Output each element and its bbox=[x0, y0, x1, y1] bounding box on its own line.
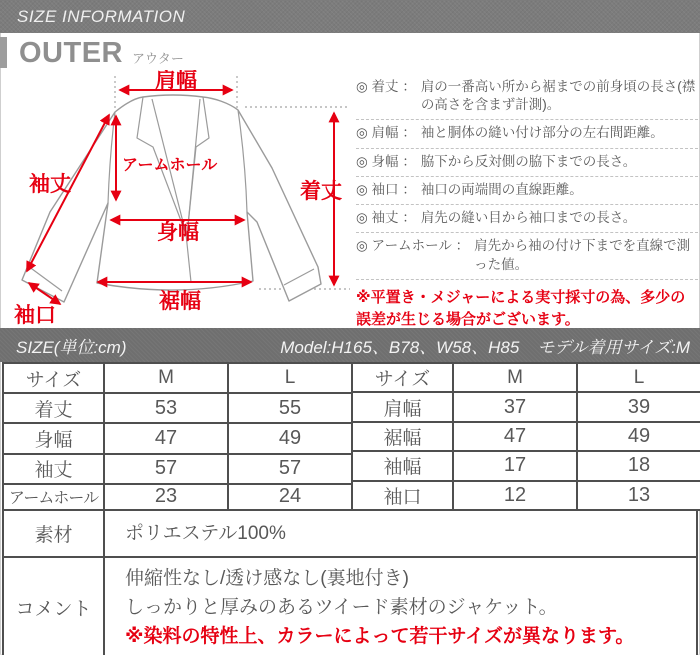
header-cell: L bbox=[577, 363, 700, 392]
definition-term: 着丈 bbox=[371, 79, 399, 94]
diagram-label-shoulder-width: 肩幅 bbox=[155, 70, 197, 92]
row-label: アームホール bbox=[3, 484, 104, 510]
comment-note: ※染料の特性上、カラーによって若干サイズが異なります。 bbox=[125, 626, 635, 647]
definition-item bbox=[356, 120, 698, 148]
row-label: 裾幅 bbox=[352, 422, 453, 451]
jacket-outline bbox=[22, 95, 321, 302]
table-row bbox=[3, 423, 352, 453]
definition-separator: ： bbox=[402, 153, 416, 169]
comment-line: しっかりと厚みのあるツイード素材のジャケット。 bbox=[125, 597, 558, 618]
value-cell: 23 bbox=[104, 484, 228, 510]
table-header-row bbox=[352, 363, 700, 392]
value-cell: 57 bbox=[228, 454, 352, 484]
size-unit-label: SIZE(単位:cm) bbox=[16, 337, 127, 357]
value-cell: 57 bbox=[104, 454, 228, 484]
diagram-label-armhole: アームホール bbox=[122, 157, 218, 174]
row-label: 身幅 bbox=[3, 423, 104, 453]
comment-value bbox=[104, 557, 697, 655]
row-label: 袖丈 bbox=[3, 454, 104, 484]
definition-desc: 肩先の縫い目から袖口までの長さ。 bbox=[420, 210, 637, 226]
definitions-panel bbox=[356, 74, 698, 332]
definition-separator: ： bbox=[402, 125, 416, 141]
row-label: 肩幅 bbox=[352, 392, 453, 421]
value-cell: 18 bbox=[577, 451, 700, 480]
diagram-label-body-width: 身幅 bbox=[157, 221, 199, 244]
heading-outer: OUTER bbox=[19, 36, 123, 69]
bullet-icon: ◎ bbox=[356, 79, 368, 94]
definition-term: アームホール bbox=[371, 238, 452, 254]
page-header bbox=[0, 0, 700, 33]
size-unit-bar bbox=[0, 328, 700, 362]
bullet-icon: ◎ bbox=[356, 238, 368, 254]
definition-desc: 肩先から袖の付け下までを直線で測った値。 bbox=[474, 238, 691, 272]
value-cell: 47 bbox=[453, 422, 577, 451]
page-title: SIZE INFORMATION bbox=[17, 7, 186, 26]
table-row bbox=[3, 454, 352, 484]
definition-item bbox=[356, 233, 698, 279]
table-row bbox=[352, 392, 700, 421]
diagram-label-hem-width: 裾幅 bbox=[159, 290, 201, 313]
definition-desc: 袖口の両端間の直線距離。 bbox=[420, 181, 583, 197]
value-cell: 37 bbox=[453, 392, 577, 421]
header-cell: サイズ bbox=[352, 363, 453, 392]
definition-desc: 袖と胴体の縫い付け部分の左右間距離。 bbox=[420, 125, 664, 141]
bullet-icon: ◎ bbox=[356, 210, 368, 226]
value-cell: 17 bbox=[453, 451, 577, 480]
size-table-right bbox=[351, 362, 700, 511]
value-cell: 12 bbox=[453, 481, 577, 510]
value-cell: 47 bbox=[104, 423, 228, 453]
value-cell: 24 bbox=[228, 484, 352, 510]
table-row bbox=[352, 451, 700, 480]
row-label: 袖口 bbox=[352, 481, 453, 510]
header-cell: L bbox=[228, 363, 352, 393]
definition-separator: ： bbox=[402, 181, 416, 197]
size-table-left bbox=[2, 362, 353, 511]
diagram-label-sleeve-length: 袖丈 bbox=[29, 173, 71, 196]
definition-term: 身幅 bbox=[371, 153, 399, 169]
model-info: Model:H165、B78、W58、H85 bbox=[280, 337, 520, 357]
size-tables bbox=[2, 362, 698, 511]
heading-outer-ja: アウター bbox=[132, 50, 184, 66]
diagram-label-length: 着丈 bbox=[300, 180, 342, 203]
comment-label: コメント bbox=[3, 557, 104, 655]
definition-item bbox=[356, 74, 698, 120]
table-row bbox=[3, 484, 352, 510]
definition-desc: 脇下から反対側の脇下までの長さ。 bbox=[420, 153, 637, 169]
value-cell: 39 bbox=[577, 392, 700, 421]
bullet-icon: ◎ bbox=[356, 125, 368, 141]
definition-separator: ： bbox=[455, 238, 470, 254]
definition-term: 袖丈 bbox=[371, 210, 399, 226]
material-row bbox=[3, 510, 697, 557]
table-row bbox=[3, 393, 352, 423]
definition-separator: ： bbox=[402, 210, 416, 226]
value-cell: 49 bbox=[228, 423, 352, 453]
header-cell: M bbox=[104, 363, 228, 393]
diagram-label-cuff: 袖口 bbox=[14, 304, 56, 327]
value-cell: 55 bbox=[228, 393, 352, 423]
table-header-row bbox=[3, 363, 352, 393]
material-label: 素材 bbox=[3, 510, 104, 557]
bullet-icon: ◎ bbox=[356, 181, 368, 197]
measurement-disclaimer: ※平置き・メジャーによる実寸採寸の為、多少の誤差が生じる場合がございます。 bbox=[356, 288, 686, 329]
details-table bbox=[2, 509, 698, 655]
row-label: 着丈 bbox=[3, 393, 104, 423]
model-wearing-size: モデル着用サイズ:M bbox=[537, 337, 690, 357]
value-cell: 53 bbox=[104, 393, 228, 423]
section-heading bbox=[0, 37, 184, 68]
value-cell: 13 bbox=[577, 481, 700, 510]
material-value: ポリエステル100% bbox=[104, 510, 697, 557]
row-label: 袖幅 bbox=[352, 451, 453, 480]
definition-item bbox=[356, 149, 698, 177]
definition-desc: 肩の一番高い所から裾までの前身頃の長さ(襟の高さを含まず計測)。 bbox=[420, 79, 696, 113]
table-row bbox=[352, 481, 700, 510]
definition-item bbox=[356, 177, 698, 205]
table-row bbox=[352, 422, 700, 451]
definition-item bbox=[356, 205, 698, 233]
value-cell: 49 bbox=[577, 422, 700, 451]
jacket-size-diagram bbox=[0, 70, 352, 328]
definition-separator: ： bbox=[402, 79, 416, 94]
header-cell: M bbox=[453, 363, 577, 392]
comment-line: 伸縮性なし/透け感なし(裏地付き) bbox=[125, 568, 409, 589]
definition-term: 肩幅 bbox=[371, 125, 399, 141]
definition-term: 袖口 bbox=[371, 181, 399, 197]
comment-row bbox=[3, 557, 697, 655]
bullet-icon: ◎ bbox=[356, 153, 368, 169]
header-cell: サイズ bbox=[3, 363, 104, 393]
